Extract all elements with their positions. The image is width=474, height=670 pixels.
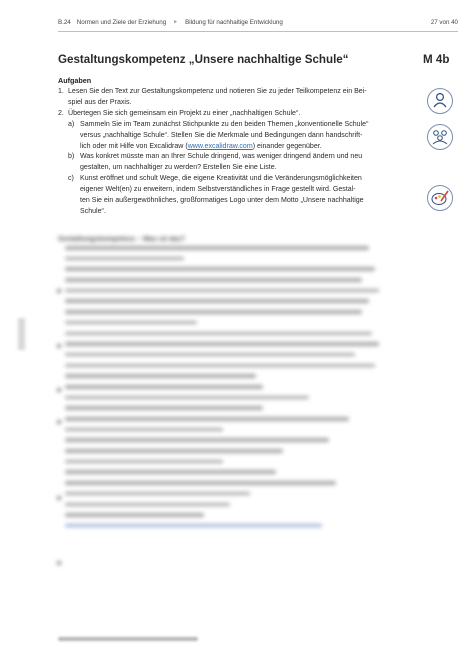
blurred-reading-text [58,236,388,591]
subtask-a [58,120,380,153]
task-number: 2. [58,109,64,117]
breadcrumb-arrow-icon: ► [173,19,179,25]
copyright-vertical [18,318,25,350]
subtask-b [58,152,380,174]
subtask-text: eigener Welt(en) zu erweitern, indem Selbstverständliches in Frage gestellt wird. Gestal- [80,186,356,194]
subtask-text: Sammeln Sie im Team zunächst Stichpunkte zu den beiden Themen „konventionelle Schule“ [80,120,369,128]
task-text: Lesen Sie den Text zur Gestaltungskompetenz und notieren Sie zu jeder Teilkompetenz ein Bei- [68,88,367,95]
section-number: B.24 [58,18,71,26]
subtask-text: lich oder mit Hilfe von Excalidraw ( [80,142,188,150]
material-code: M 4b [423,53,450,66]
subtask-label: a) [68,120,75,128]
palette-icon [427,185,453,211]
blurred-heading: Gestaltungskompetenz – Was ist das? [58,236,186,243]
task-1 [58,87,380,109]
subtask-label: b) [68,153,75,161]
header-divider [58,31,458,32]
tasks-heading: Aufgaben [58,76,92,85]
task-text: Übertegen Sie sich gemeinsam ein Projekt zu einer „nachhaltigen Schule“. [68,109,301,117]
task-text: spiel aus der Praxis. [68,98,132,106]
page-header [58,14,458,30]
subtask-c [58,174,380,218]
person-icon [427,88,453,114]
page-number: 27 von 40 [430,18,458,26]
subtask-text: Kunst eröffnet und schult Wege, die eigene Kreativität und die Veränderungsmöglichkeiten [80,175,362,183]
task-number: 1. [58,88,64,95]
group-icon [427,124,453,150]
footer-copyright [58,637,198,641]
chapter-title: Normen und Ziele der Erziehung [76,18,167,26]
page-title: Gestaltungskompetenz „Unsere nachhaltige Schule“ [58,53,349,66]
subtask-text: Was konkret müsste man an Ihrer Schule dringend, was weniger dringend ändern und neu [80,153,363,161]
task-2 [58,109,380,120]
subtask-text: ) einander gegenüber. [252,142,322,150]
subtask-text: ten Sie ein außergewöhnliches, großformatiges Logo unter dem Motto „Unsere nachhaltige [80,197,364,205]
topic-title: Bildung für nachhaltige Entwicklung [185,18,283,26]
subtask-text: Schule“. [80,207,106,215]
excalidraw-link[interactable]: www.excalidraw.com [187,142,253,150]
subtask-text: versus „nachhaltige Schule“. Stellen Sie die Merkmale und Bedingungen dann handschrift- [80,131,363,139]
task-list [58,87,380,218]
subtask-text: gestalten, um nachhaltiger zu werden? Erstellen Sie eine Liste. [80,164,277,172]
subtask-label: c) [68,175,74,183]
